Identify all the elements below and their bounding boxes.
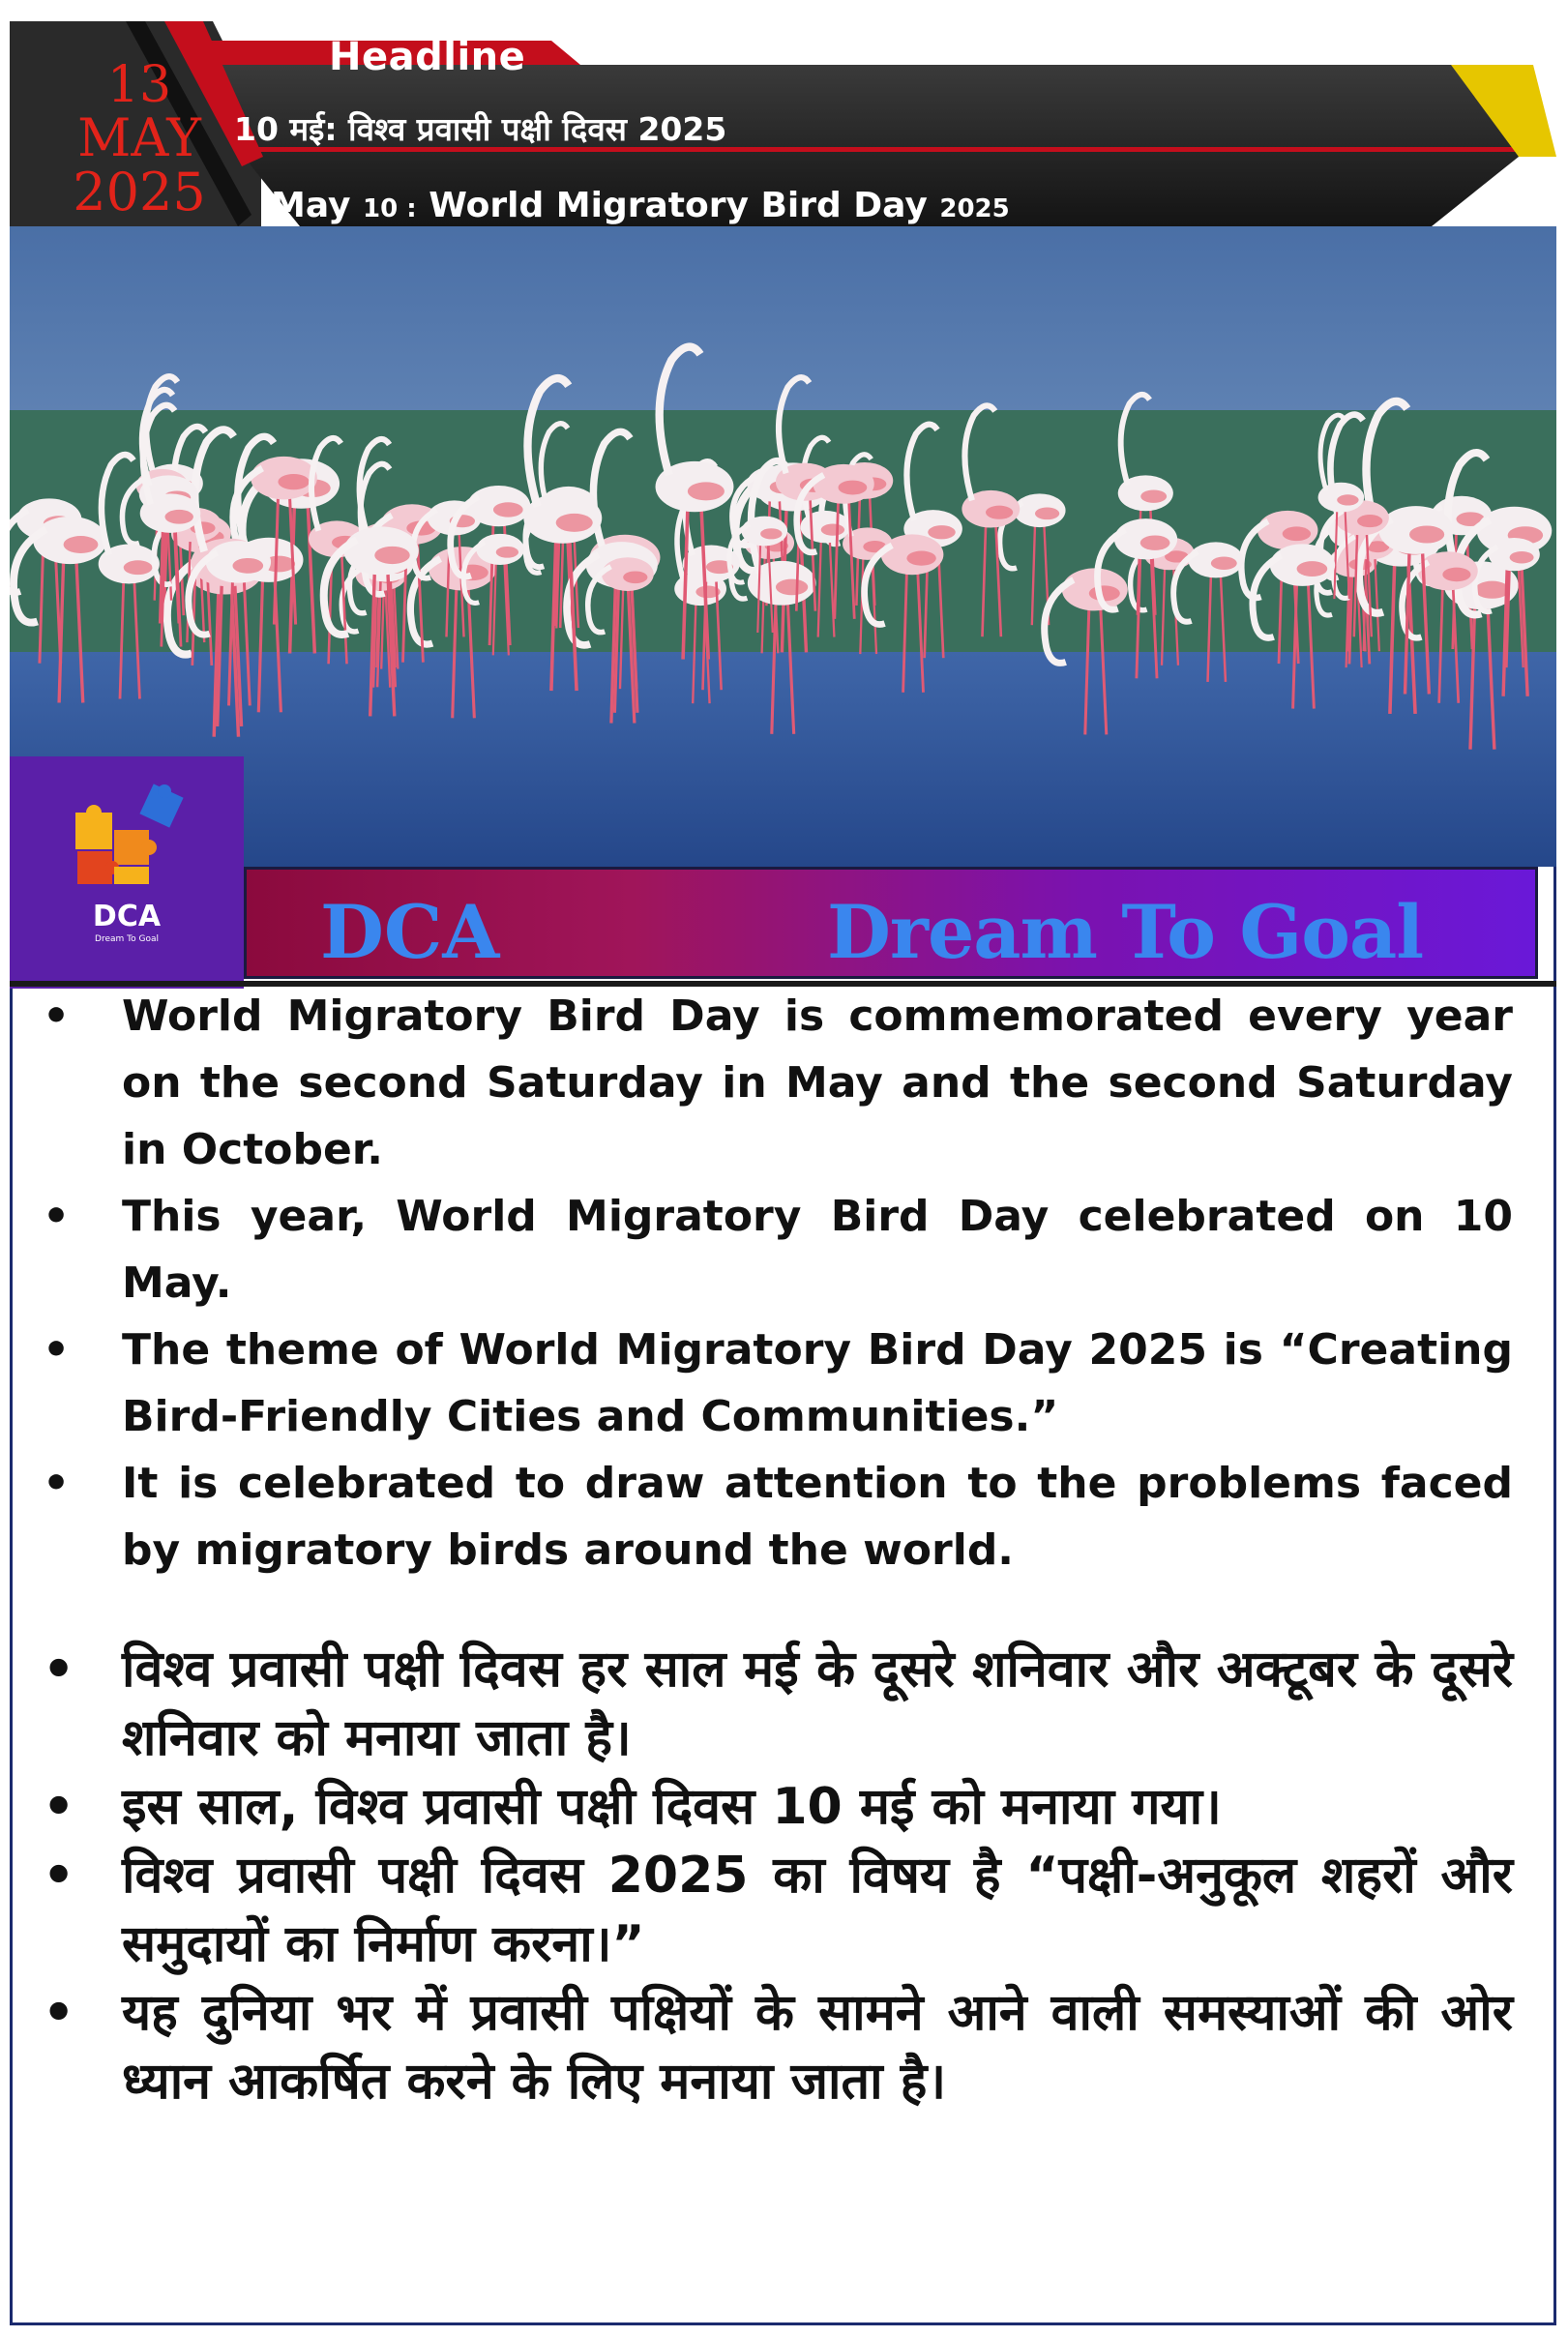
bullet-en-2 xyxy=(35,1183,1513,1316)
bullet-hi-3 xyxy=(35,1842,1513,1979)
bullet-dot: • xyxy=(43,1984,75,2042)
bullet-hi-4 xyxy=(35,1979,1513,2116)
logo-tagline: Dream To Goal xyxy=(95,934,159,944)
bullet-dot: • xyxy=(43,1778,75,1836)
bullet-text: This year, World Migratory Bird Day celebrated on 10 May. xyxy=(122,1192,1513,1308)
puzzle-icon xyxy=(10,756,244,892)
headline-en-year: 2025 xyxy=(939,194,1010,223)
bullet-dot: • xyxy=(43,1641,75,1699)
dca-logo xyxy=(10,756,244,989)
date-stamp xyxy=(23,56,255,222)
bullet-text: इस साल, विश्व प्रवासी पक्षी दिवस 10 मई को मनाया गया। xyxy=(122,1778,1222,1836)
banner-slogan: Dream To Goal xyxy=(827,889,1424,975)
headline-en-main: World Migratory Bird Day xyxy=(429,186,928,225)
bullet-text: विश्व प्रवासी पक्षी दिवस 2025 का विषय है “पक्षी-अनुकूल शहरों और समुदायों का निर्माण करना।” xyxy=(122,1847,1513,1973)
bullet-text: The theme of World Migratory Bird Day 2025 is “Creating Bird-Friendly Cities and Communities.” xyxy=(122,1325,1513,1441)
brand-banner xyxy=(244,867,1538,979)
date-year: 2025 xyxy=(73,162,206,222)
bullet-hi-2 xyxy=(35,1773,1513,1842)
bullet-dot: • xyxy=(43,1847,75,1905)
section-gap xyxy=(35,1583,1513,1636)
bullet-dot: • xyxy=(43,1192,71,1241)
bullet-text: यह दुनिया भर में प्रवासी पक्षियों के सामने आने वाली समस्याओं की ओर ध्यान आकर्षित करने के लिए मनाया जाता है। xyxy=(122,1984,1513,2111)
article-body xyxy=(35,983,1513,2116)
logo-name: DCA xyxy=(92,900,162,933)
bullet-text: विश्व प्रवासी पक्षी दिवस हर साल मई के दूसरे शनिवार और अक्टूबर के दूसरे शनिवार को मनाया जाता है। xyxy=(122,1641,1513,1767)
bullet-hi-1 xyxy=(35,1636,1513,1773)
bullet-en-3 xyxy=(35,1316,1513,1450)
headline-en-num: 10 : xyxy=(363,194,417,223)
bullet-text: World Migratory Bird Day is commemorated every year on the second Saturday in May and the second Saturday in October. xyxy=(122,991,1513,1174)
headline-english xyxy=(271,186,1010,225)
banner-dca: DCA xyxy=(320,889,500,975)
headline-hindi: 10 मई: विश्व प्रवासी पक्षी दिवस 2025 xyxy=(234,110,727,148)
bullet-dot: • xyxy=(43,1459,71,1508)
bullet-en-1 xyxy=(35,983,1513,1183)
headline-tag: Headline xyxy=(329,35,526,79)
bullet-en-4 xyxy=(35,1450,1513,1583)
date-month: MAY xyxy=(77,107,201,168)
headline-header xyxy=(10,21,1556,226)
bullet-dot: • xyxy=(43,1325,71,1375)
bullet-dot: • xyxy=(43,991,71,1041)
date-day: 13 xyxy=(106,56,172,114)
headline-en-prefix: May xyxy=(271,186,351,225)
bullet-text: It is celebrated to draw attention to the problems faced by migratory birds around the world. xyxy=(122,1459,1513,1575)
